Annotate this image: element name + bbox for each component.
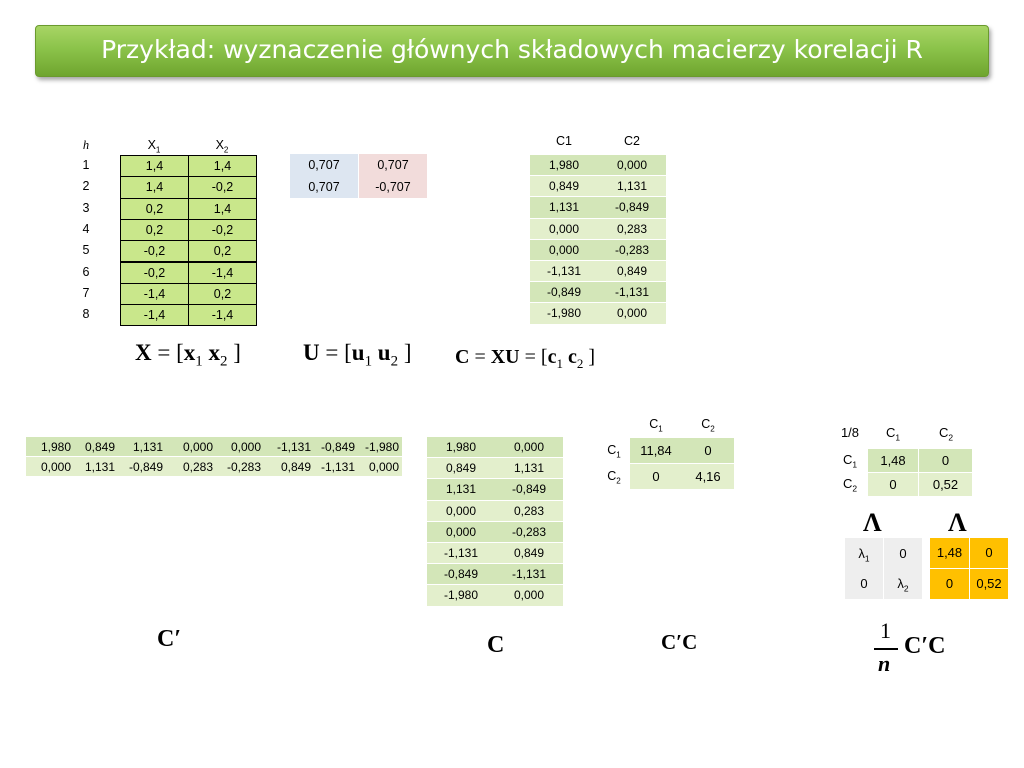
u1-cell: 0,707 bbox=[290, 176, 358, 198]
ct-cell: -1,980 bbox=[358, 436, 402, 456]
c2-col2-cell: 1,131 bbox=[495, 457, 563, 478]
c2-col1-cell: 0,000 bbox=[427, 500, 495, 521]
c-transposed-table bbox=[26, 436, 402, 476]
c1-cell: -1,131 bbox=[530, 260, 598, 281]
row-index: 1 bbox=[82, 158, 90, 172]
cell-x2: 0,2 bbox=[188, 283, 257, 305]
frac-bar bbox=[874, 648, 898, 650]
ctc-rowhead-c2: $C_2$ bbox=[607, 469, 621, 486]
frac-denominator: n bbox=[878, 651, 891, 676]
c-components-table-2 bbox=[427, 436, 564, 607]
row-index: 2 bbox=[82, 179, 90, 194]
ctc-header-c1: $C_1$ bbox=[649, 417, 663, 434]
row-index: 3 bbox=[82, 200, 90, 215]
cell-x1: -1,4 bbox=[120, 304, 189, 326]
c2-cell: 1,131 bbox=[598, 175, 666, 196]
ct-cell: 0,283 bbox=[166, 456, 216, 476]
scaled-rowhead-c2: $C_2$ bbox=[842, 476, 858, 494]
c1-cell: 0,000 bbox=[530, 218, 598, 239]
ct-cell: -0,283 bbox=[216, 456, 264, 476]
lambda-numeric-table bbox=[930, 538, 1008, 599]
lambda-label-right: Λ bbox=[948, 508, 967, 537]
cell-x2: 0,2 bbox=[188, 240, 257, 262]
header-c1: C1 bbox=[556, 134, 572, 148]
row-index: 8 bbox=[82, 307, 90, 322]
slide-title: Przykład: wyznaczenie głównych składowych macierzy korelacji R bbox=[101, 35, 923, 64]
c2-cell: 0,000 bbox=[598, 302, 666, 323]
ctc-table bbox=[600, 413, 735, 488]
header-h: h bbox=[82, 138, 90, 152]
cell-x1: 1,4 bbox=[120, 176, 189, 198]
c1-cell: 1,980 bbox=[530, 154, 598, 175]
c2-col1-cell: 1,980 bbox=[427, 436, 495, 457]
formula-c: C = XU = [$c_1$ $c_2$ ] bbox=[455, 346, 596, 371]
c2-col1-cell: -0,849 bbox=[427, 563, 495, 584]
c1-cell: 1,131 bbox=[530, 196, 598, 217]
ct-cell: 0,849 bbox=[74, 436, 118, 456]
scaled-cell: 1,48 bbox=[868, 448, 918, 472]
c2-col1-cell: 0,849 bbox=[427, 457, 495, 478]
scaled-corner: 1/8 bbox=[840, 425, 860, 440]
ctc-cell: 11,84 bbox=[630, 437, 682, 463]
cell-x2: -0,2 bbox=[188, 176, 257, 198]
lambda-label-left: Λ bbox=[863, 508, 882, 537]
cell-x2: -1,4 bbox=[188, 262, 257, 284]
ctc-cell: 0 bbox=[682, 437, 734, 463]
ct-cell: 0,000 bbox=[166, 436, 216, 456]
c2-col1-cell: 0,000 bbox=[427, 521, 495, 542]
label-ctc: C′C bbox=[661, 630, 698, 654]
lambda-value-cell: 1,48 bbox=[930, 538, 969, 568]
c2-cell: 0,283 bbox=[598, 218, 666, 239]
formula-one-over-n-ctc bbox=[872, 618, 972, 680]
row-index: 4 bbox=[82, 221, 90, 236]
header-x2: $X_2$ bbox=[215, 138, 229, 155]
scaled-header-c1: $C_1$ bbox=[885, 425, 901, 443]
cell-x2: 1,4 bbox=[188, 198, 257, 220]
c2-col1-cell: -1,980 bbox=[427, 584, 495, 605]
header-c2: C2 bbox=[624, 134, 640, 148]
ctc-cell: 4,16 bbox=[682, 463, 734, 489]
ct-cell: -0,849 bbox=[314, 436, 358, 456]
lambda-2: $\lambda_2$ bbox=[884, 569, 922, 599]
ct-cell: -1,131 bbox=[314, 456, 358, 476]
scaled-header-c2: $C_2$ bbox=[938, 425, 954, 443]
row-index: 7 bbox=[82, 285, 90, 300]
scaled-cell: 0 bbox=[919, 448, 972, 472]
ct-cell: 0,849 bbox=[264, 456, 314, 476]
lambda-value-cell: 0 bbox=[970, 538, 1008, 568]
title-banner bbox=[35, 25, 989, 77]
lambda-zero-2: 0 bbox=[845, 569, 883, 599]
row-index: 5 bbox=[82, 243, 90, 258]
ct-cell: 1,131 bbox=[118, 436, 166, 456]
frac-numerator: 1 bbox=[880, 618, 891, 643]
label-c: C bbox=[487, 632, 505, 658]
c1-cell: 0,849 bbox=[530, 175, 598, 196]
ct-cell: -0,849 bbox=[118, 456, 166, 476]
ct-cell: 0,000 bbox=[216, 436, 264, 456]
c2-col2-cell: -0,849 bbox=[495, 478, 563, 499]
lambda-symbolic-table bbox=[845, 538, 922, 599]
c2-cell: -0,283 bbox=[598, 239, 666, 260]
scaled-rowhead-c1: $C_1$ bbox=[842, 452, 858, 470]
cell-x1: -0,2 bbox=[120, 262, 189, 284]
cell-x1: -0,2 bbox=[120, 240, 189, 262]
c2-cell: 0,849 bbox=[598, 260, 666, 281]
c2-col1-cell: 1,131 bbox=[427, 478, 495, 499]
ctc-cell: 0 bbox=[630, 463, 682, 489]
x-data-table bbox=[75, 135, 260, 325]
u2-cell: -0,707 bbox=[359, 176, 427, 198]
header-x1: $X_1$ bbox=[147, 138, 161, 155]
ctc-rowhead-c1: $C_1$ bbox=[607, 443, 621, 460]
lambda-value-cell: 0,52 bbox=[970, 569, 1008, 599]
scaled-cell: 0,52 bbox=[919, 472, 972, 496]
formula-x: $X = [x_1$ $x_2$ ] bbox=[135, 340, 241, 370]
formula-u: $U = [u_1$ $u_2$ ] bbox=[303, 340, 412, 370]
lambda-zero-1: 0 bbox=[884, 538, 922, 569]
c2-col1-cell: -1,131 bbox=[427, 542, 495, 563]
lambda-value-cell: 0 bbox=[930, 569, 969, 599]
u-eigenvector-table bbox=[290, 154, 428, 198]
c1-cell: -0,849 bbox=[530, 281, 598, 302]
ct-cell: 0,000 bbox=[26, 456, 74, 476]
ctc-header-c2: $C_2$ bbox=[701, 417, 715, 434]
c2-cell: 0,000 bbox=[598, 154, 666, 175]
c2-col2-cell: 0,849 bbox=[495, 542, 563, 563]
u1-cell: 0,707 bbox=[290, 154, 358, 176]
c2-col2-cell: 0,283 bbox=[495, 500, 563, 521]
cell-x2: -0,2 bbox=[188, 219, 257, 241]
scaled-cell: 0 bbox=[868, 472, 918, 496]
c-components-table bbox=[530, 131, 667, 326]
cell-x1: 0,2 bbox=[120, 198, 189, 220]
lambda-1: $\lambda_1$ bbox=[845, 538, 883, 569]
cell-x1: 0,2 bbox=[120, 219, 189, 241]
c2-col2-cell: -0,283 bbox=[495, 521, 563, 542]
c2-col2-cell: 0,000 bbox=[495, 436, 563, 457]
ct-cell: 1,131 bbox=[74, 456, 118, 476]
u2-cell: 0,707 bbox=[359, 154, 427, 176]
c2-cell: -0,849 bbox=[598, 196, 666, 217]
cell-x1: 1,4 bbox=[120, 155, 189, 177]
ct-cell: -1,131 bbox=[264, 436, 314, 456]
ct-cell: 1,980 bbox=[26, 436, 74, 456]
c2-cell: -1,131 bbox=[598, 281, 666, 302]
cell-x2: 1,4 bbox=[188, 155, 257, 177]
cell-x1: -1,4 bbox=[120, 283, 189, 305]
cell-x2: -1,4 bbox=[188, 304, 257, 326]
scaled-ctc-table bbox=[835, 422, 975, 497]
c2-col2-cell: -1,131 bbox=[495, 563, 563, 584]
frac-rhs: C′C bbox=[904, 633, 946, 659]
c1-cell: -1,980 bbox=[530, 302, 598, 323]
c1-cell: 0,000 bbox=[530, 239, 598, 260]
ct-cell: 0,000 bbox=[358, 456, 402, 476]
row-index: 6 bbox=[82, 264, 90, 279]
label-c-prime: C′ bbox=[157, 626, 182, 652]
c2-col2-cell: 0,000 bbox=[495, 584, 563, 605]
